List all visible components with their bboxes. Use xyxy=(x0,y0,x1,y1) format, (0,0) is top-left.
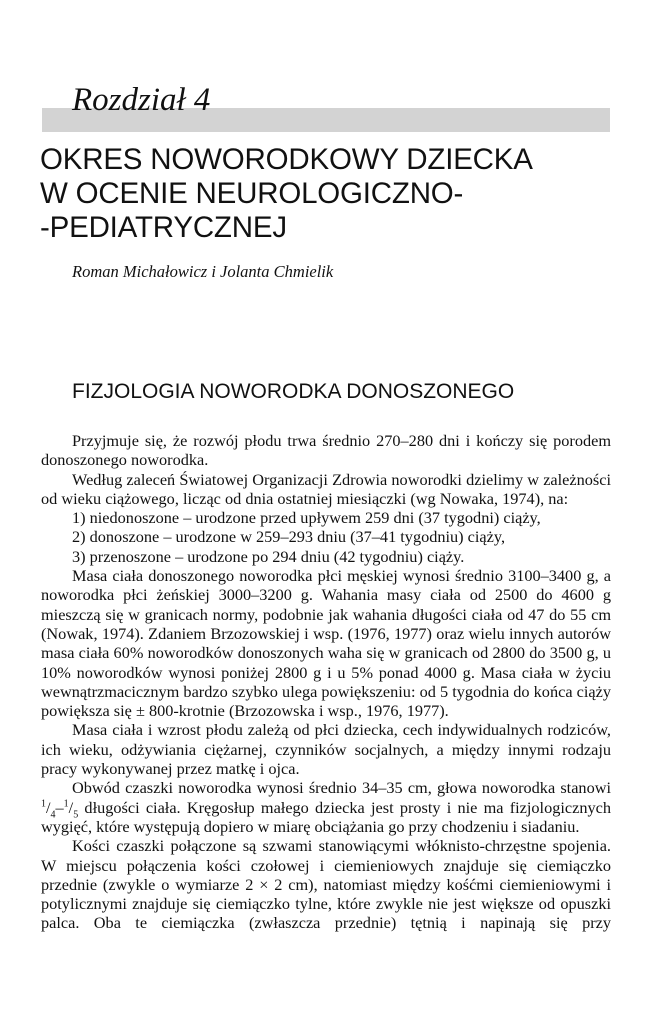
chapter-title-line-3: -PEDIATRYCZNEJ xyxy=(40,211,287,244)
chapter-title-line-1: OKRES NOWORODKOWY DZIECKA xyxy=(40,143,533,176)
list-item-2: 2) donoszone – urodzone w 259–293 dniu (37–41 tygodniu) ciąży, xyxy=(72,527,506,547)
chapter-title xyxy=(40,143,620,245)
chapter-title-line-2: W OCENIE NEUROLOGICZNO- xyxy=(40,177,464,210)
chapter-authors: Roman Michałowicz i Jolanta Chmielik xyxy=(72,262,334,281)
fraction-a-numerator: 1 xyxy=(41,798,46,810)
paragraph-1: Przyjmuje się, że rozwój płodu trwa średnio 270–280 dni i kończy się porodem donoszonego noworodka. xyxy=(41,431,611,470)
fraction-a-denominator: 4 xyxy=(50,808,56,820)
paragraph-5: Obwód czaszki noworodka wynosi średnio 34–35 cm, głowa noworodka stanowi $^1/_4-^1/_5$ długości ciała. Kręgosłup małego dziecka jest prosty i nie ma fizjologicznych wygięć, które występują dopiero w miarę obciążania go przy chodzeniu i siadaniu. xyxy=(41,778,611,836)
paragraph-5-end: długości ciała. Kręgosłup małego dziecka jest prosty i nie ma fizjologicznych wygięć, które występują dopiero w miarę obciążania go przy chodzeniu i siadaniu. xyxy=(41,797,611,836)
list-item-1: 1) niedonoszone – urodzone przed upływem 259 dni (37 tygodni) ciąży, xyxy=(72,508,541,528)
paragraph-6: Kości czaszki połączone są szwami stanowiącymi włóknisto-chrzęstne spojenia. W miejscu połączenia kości czołowej i ciemieniowych znajduje się ciemiączko przednie (zwykle o wymiarze 2 × 2 cm), natomiast między kośćmi ciemieniowymi i potylicznymi znajduje się ciemiączko tylne, które zwykle nie jest większe od opuszki palca. Oba te ciemiączka (zwłaszcza przednie) tętnią i napinają się przy xyxy=(41,836,611,933)
paragraph-5-start: Obwód czaszki noworodka wynosi średnio 34–35 cm, głowa noworodka stanowi xyxy=(72,778,611,798)
fraction-b-denominator: 5 xyxy=(73,808,79,820)
list-item-3: 3) przenoszone – urodzone po 294 dniu (42 tygodniu) ciąży. xyxy=(72,546,465,566)
paragraph-3: Masa ciała donoszonego noworodka płci męskiej wynosi średnio 3100–3400 g, a noworodka płci żeńskiej 3000–3200 g. Wahania masy ciała od 2500 do 4600 g mieszczą się w granicach normy, podobnie jak wahania długości ciała od 47 do 55 cm (Nowak, 1974). Zdaniem Brzozowskiej i wsp. (1976, 1977) oraz wielu innych autorów masa ciała 60% noworodków donoszonych waha się w granicach od 2800 do 3500 g, u 10% noworodków wynosi poniżej 2800 g i u 5% ponad 4000 g. Masa ciała w życiu wewnątrzmacicznym bardzo szybko ulega powiększeniu: od 5 tygodnia do końca ciąży powiększa się ± 800-krotnie (Brzozowska i wsp., 1976, 1977). xyxy=(41,566,611,721)
paragraph-2: Według zaleceń Światowej Organizacji Zdrowia noworodki dzielimy w zależności od wieku ciążowego, licząc od dnia ostatniej miesiączki (wg Nowaka, 1974), na: xyxy=(41,469,611,508)
fraction-b-numerator: 1 xyxy=(63,798,69,810)
chapter-label: Rozdział 4 xyxy=(72,82,211,118)
body-text xyxy=(41,431,611,933)
paragraph-4: Masa ciała i wzrost płodu zależą od płci dziecka, cech indywidualnych rodziców, ich wieku, odżywiania ciężarnej, czynników socjalnych, a między innymi rodzaju pracy wykonywanej przez matkę i ojca. xyxy=(41,720,611,779)
section-heading: FIZJOLOGIA NOWORODKA DONOSZONEGO xyxy=(72,380,515,403)
fraction-dash: – xyxy=(55,797,64,817)
